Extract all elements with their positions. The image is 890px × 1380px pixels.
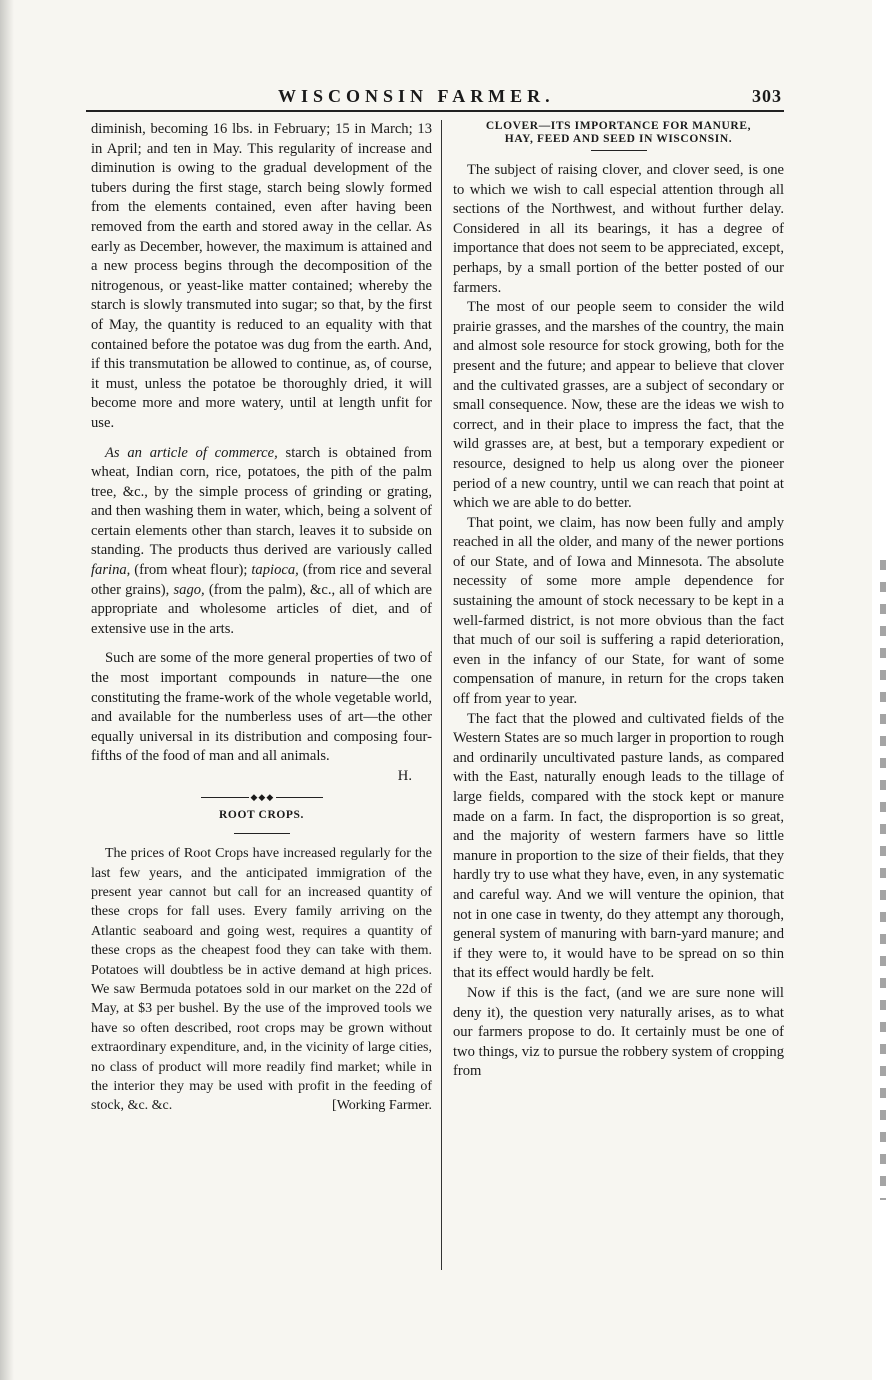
divider-ornament: ◆◆◆ <box>250 791 275 802</box>
commerce-lead: As an article of commerce, <box>105 444 278 461</box>
column-divider <box>441 120 442 1270</box>
clover-heading <box>453 120 784 146</box>
left-column <box>91 120 432 1116</box>
tapioca-term: tapioca, <box>251 562 299 579</box>
para2-text-b: (from wheat flour); <box>130 562 252 579</box>
root-crops-heading: ROOT CROPS. <box>219 808 304 821</box>
starch-paragraph-1: diminish, becoming 16 lbs. in February; 15 in March; 13 in April; and ten in May. This regularity of increase and diminution is owing to the gradual development of the tubers during the first stage, starch being slowly formed from the elements contained, even after having been removed from the earth and stored away in the cellar. As early as December, however, the maximum is attained and a new process begins through the decomposition of the nitrogenous, or yeast-like matter contained; whereby the starch is slowly transmuted into sugar; so that, by the first of May, the quantity is reduced to an equality with that contained before the potatoe was dug from the earth. And, if this transmutation be allowed to continue, as, of course, it must, unless the potatoe be thoroughly dried, it will become more and more watery, until at length unfit for use. <box>91 121 432 431</box>
source-credit: [Working Farmer. <box>332 1098 432 1114</box>
clover-paragraph-2: The most of our people seem to consider the wild prairie grasses, and the marshes of the country, the main and almost sole resource for stock growing, both for the present and the future; and appear to believe that clover and the cultivated grasses, are a subject of secondary or small consequence. Now, these are the ideas we wish to correct, and in their place to impress the fact, that the wild grasses are, at best, but a temporary expedient or resource, designed to help us along over the pioneer period of a new country, until we can reach that point at which we are able to do better. <box>453 299 784 512</box>
clover-paragraph-3: That point, we claim, has now been fully and amply reached in all the older, and many of the newer portions of our State, and of Iowa and Minnesota. The absolute necessity of some more ample dependence for sustaining the amount of stock necessary to be kept in a well-farmed district, is not more obvious than the fact that much of our soil is suffering a rapid deterioration, even in the infancy of our State, for want of some compensation of manure, in return for the crops taken off from year to year. <box>453 514 784 708</box>
clover-heading-line-1: CLOVER—ITS IMPORTANCE FOR MANURE, <box>485 120 752 132</box>
para2-text-d: (from the palm), &c., all of which are appropriate and wholesome articles of diet, and of extensive use in the arts. <box>91 581 432 637</box>
root-crops-text: The prices of Root Crops have increased regularly for the last few years, and the anticipated immigration of the present year cannot but call for an increased quantity of these crops for fall uses. Every family arriving on the Atlantic seaboard and going west, requires a quantity of these crops as the cheapest food they can take with them. Potatoes will doubtless be in active demand at high prices. We saw Bermuda potatoes sold in our market on the 22d of May, at $3 per bushel. By the use of the improved tools we have so often described, root crops may be grown without extraordinary expenditure, and, in the vicinity of large cities, no class of product will more readily find market; while in the interior they may be used with profit in the feeding of stock, &c. &c. <box>91 846 432 1114</box>
page-number: 303 <box>752 86 782 106</box>
sago-term: sago, <box>173 581 205 598</box>
clover-paragraph-4: The fact that the plowed and cultivated fields of the Western States are so much larger in proportion to rough and ordinarily uncultivated pasture lands, as compared with the East, naturally enough leads to the tillage of large fields, compared with the stock kept or manure made on a farm. In fact, the disproportion is so great, and the majority of western farmers have so little manure in proportion to the size of their fields, that they hardly try to use what they have, even, in any systematic and careful way. And we will venture the opinion, that not in one case in twenty, do they attempt any thorough, general system of manuring with barn-yard manure; and if they were to, it would have to be spread on so thin that its effect would hardly be felt. <box>453 710 784 982</box>
right-column <box>453 120 784 1082</box>
para2-text-c: (from rice and several other grains), <box>91 562 432 598</box>
binding-shadow <box>0 0 14 1380</box>
header-rule <box>86 110 784 112</box>
author-signature: H. <box>397 768 412 784</box>
heading-underline <box>234 833 290 834</box>
section-divider <box>201 791 323 802</box>
root-crops-article <box>91 844 432 1116</box>
starch-paragraph-3: Such are some of the more general properties of two of the most important compounds in nature—the one constituting the frame-work of the whole vegetable world, and available for the numberless uses of art—the other equally universal in its distribution and composing four-fifths of the food of man and all animals. <box>91 650 432 765</box>
clover-heading-line-2: HAY, FEED AND SEED IN WISCONSIN. <box>504 133 733 145</box>
clover-paragraph-5: Now if this is the fact, (and we are sure none will deny it), the question very naturally arises, as to what our farmers propose to do. It certainly must be one of two things, viz to pursue the robbery system of cropping from <box>453 984 784 1080</box>
running-title: WISCONSIN FARMER. <box>278 86 555 106</box>
page-edge <box>872 0 890 1380</box>
scan-artifact <box>880 560 886 1200</box>
clover-paragraph-1: The subject of raising clover, and clover seed, is one to which we wish to call especial attention through all sections of the Northwest, and without further delay. Considered in all its bearings, it has a degree of importance that does not seem to be appreciated, except, perhaps, by a small portion of the better posted of our farmers. <box>453 162 784 296</box>
starch-paragraph-2 <box>91 444 432 640</box>
para2-text-a: starch is obtained from wheat, Indian corn, rice, potatoes, the pith of the palm tree, &c., by the simple process of grinding or grating, and then washing them in water, which, being a solvent of certain elements other than starch, leaves it to subside on standing. The products thus derived are variously called <box>91 444 432 559</box>
heading-underline <box>591 150 647 151</box>
page-header <box>82 86 782 108</box>
farina-term: farina, <box>91 562 131 579</box>
